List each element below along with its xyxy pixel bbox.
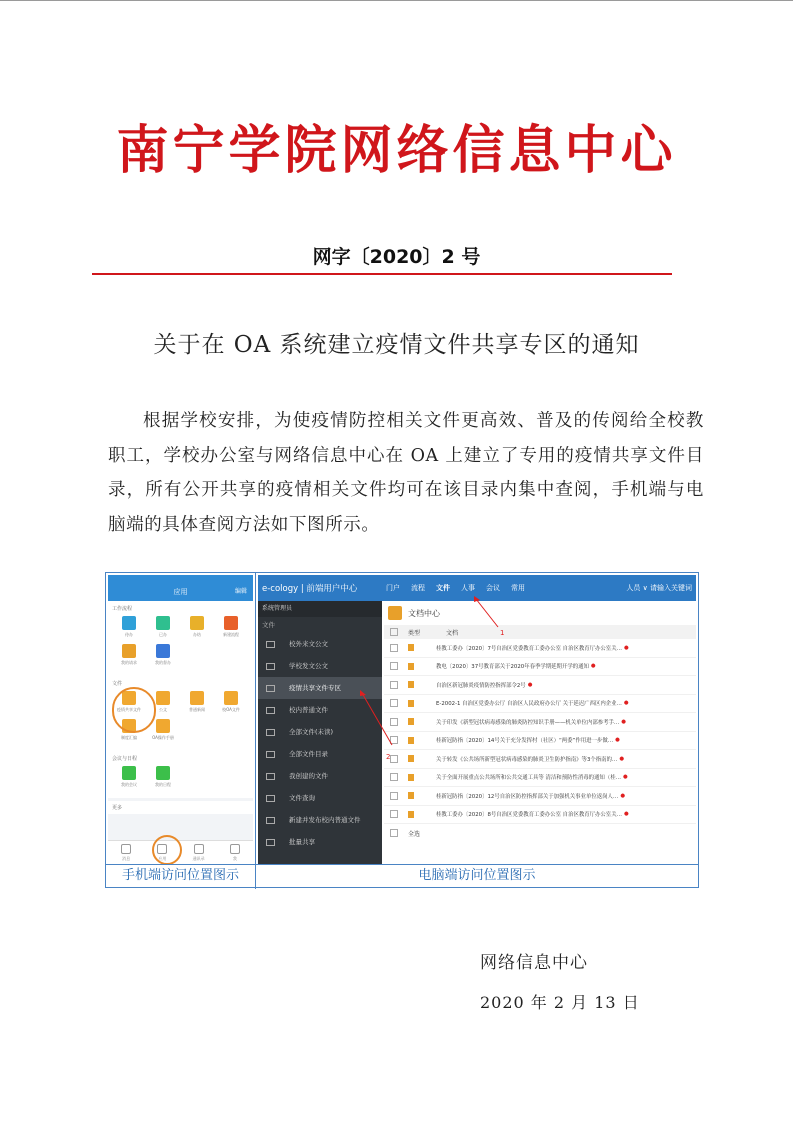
app-icon: [122, 616, 136, 630]
tab-label: 通讯录: [192, 856, 205, 861]
mobile-tab[interactable]: [108, 841, 144, 865]
mobile-header: [108, 583, 253, 601]
pc-sidebar-files: 文件: [262, 621, 275, 629]
app-icon: [190, 616, 204, 630]
mark-1: 1: [500, 629, 505, 637]
pc-nav-item[interactable]: 人事: [461, 584, 475, 592]
sidebar-item-label: 校内普通文件: [289, 706, 328, 714]
caption-divider: [106, 864, 698, 865]
app-label: 我的日程: [155, 782, 171, 787]
mobile-app[interactable]: [146, 616, 180, 644]
app-label: 制度汇编: [121, 735, 137, 740]
row-title[interactable]: 桂新冠防指〔2020〕14号关于充分发挥村（社区）“两委”作用进一步做…: [436, 738, 614, 745]
mobile-app[interactable]: [180, 691, 214, 719]
sidebar-item-label: 全部文件目录: [289, 750, 328, 758]
signature-date: 2020 年 2 月 13 日: [480, 993, 640, 1012]
row-title[interactable]: 桂新冠防指〔2020〕12号自治区防控指挥部关于加强机关事业单位返岗人…: [436, 793, 619, 800]
signature-org: 网络信息中心: [480, 953, 588, 973]
arrow-1: [476, 599, 498, 627]
mobile-app[interactable]: [146, 766, 180, 794]
app-icon: [156, 766, 170, 780]
notice-body: 根据学校安排，为使疫情防控相关文件更高效、普及的传阅给全校教职工，学校办公室与网络信息中心在 OA 上建立了专用的疫情共享文件目录，所有公开共享的疫情相关文件均可在该目录内集中查阅，手机端与电脑端的具体查阅方法如下图所示。: [108, 411, 704, 535]
tab-icon: [230, 844, 240, 854]
top-rule: [0, 0, 793, 1]
mark-2: 2: [386, 753, 391, 761]
access-figure: [105, 572, 699, 888]
app-icon: [156, 691, 170, 705]
pc-nav-item[interactable]: 门户: [386, 584, 400, 592]
app-icon: [122, 766, 136, 780]
unread-dot-icon: ●: [621, 718, 627, 725]
pc-nav-item[interactable]: 文件: [436, 584, 450, 592]
caption-pc: 电脑端访问位置图示: [418, 868, 536, 883]
sidebar-item-label: 疫情共享文件专区: [289, 684, 341, 692]
arrow-2-head: [360, 690, 366, 696]
app-label: 待办: [125, 632, 133, 637]
unread-dot-icon: ●: [623, 811, 629, 818]
tab-label: 我: [232, 856, 237, 861]
mobile-app-grid-workflow: [108, 614, 253, 676]
col-type: 类型: [408, 629, 421, 637]
tab-label: 应用: [158, 856, 167, 861]
tab-icon: [121, 844, 131, 854]
unread-dot-icon: ●: [590, 663, 596, 670]
app-icon: [224, 616, 238, 630]
mobile-more-link[interactable]: 更多: [108, 801, 253, 814]
mobile-tab[interactable]: [217, 841, 253, 865]
tab-icon: [194, 844, 204, 854]
unread-dot-icon: ●: [620, 792, 626, 799]
unread-dot-icon: ●: [527, 681, 533, 688]
caption-mobile: 手机端访问位置图示: [121, 868, 239, 883]
unread-dot-icon: ●: [623, 774, 628, 781]
figure-divider: [255, 573, 256, 889]
sidebar-item-label: 我创建的文件: [289, 772, 328, 780]
sidebar-item-label: 校外来文公文: [289, 640, 328, 648]
mobile-screenshot: [108, 575, 253, 865]
app-icon: [156, 719, 170, 733]
app-label: 疫情共享文件: [117, 707, 141, 712]
app-label: 我的请求: [121, 660, 137, 665]
app-icon: [156, 616, 170, 630]
unread-dot-icon: ●: [619, 755, 625, 762]
app-icon: [156, 644, 170, 658]
app-icon: [224, 691, 238, 705]
red-divider: [92, 273, 672, 275]
app-label: 普通新闻: [189, 707, 205, 712]
app-label: 我的督办: [155, 660, 171, 665]
sidebar-item-label: 学校发文公文: [289, 662, 328, 670]
mobile-tab[interactable]: [181, 841, 217, 865]
mobile-app[interactable]: [146, 644, 180, 672]
row-title[interactable]: E-2002-1 自治区党委办公厅 自治区人民政府办公厅 关于延迟广西区内企业…: [436, 701, 622, 708]
pc-screenshot: [258, 575, 696, 865]
pc-main-title: 文档中心: [408, 608, 440, 618]
app-icon: [190, 691, 204, 705]
pc-brand: e-cology | 前端用户中心: [262, 584, 358, 594]
highlight-circle-epidemic-files: [112, 687, 156, 733]
mobile-app[interactable]: [112, 616, 146, 644]
row-title[interactable]: 关于转发《公共场所新型冠状病毒感染的肺炎卫生防护指南》等3个指南的…: [436, 756, 618, 763]
unread-dot-icon: ●: [623, 700, 629, 707]
pc-nav-item[interactable]: 流程: [411, 584, 425, 592]
sidebar-item-label: 全部文件(未读): [289, 728, 334, 736]
row-title[interactable]: 教电〔2020〕37号教育部关于2020年春季学期延期开学的通知: [436, 664, 589, 671]
pc-nav-item[interactable]: 会议: [486, 584, 500, 592]
app-label: 办结: [193, 632, 201, 637]
col-title: 文档: [446, 629, 459, 637]
mobile-section-files: 文件: [108, 676, 253, 689]
mobile-app[interactable]: [112, 766, 146, 794]
mobile-header-title: 应用: [173, 588, 188, 596]
app-label: 校OA文件: [222, 707, 240, 712]
org-title: 南宁学院网络信息中心: [116, 121, 677, 181]
unread-dot-icon: ●: [623, 644, 629, 651]
app-label: 新建流程: [223, 632, 239, 637]
mobile-section-workflow: 工作流程: [108, 601, 253, 614]
mobile-app-grid-meetings: [108, 764, 253, 798]
pc-sidebar-admin: 系统管理员: [258, 601, 382, 617]
app-icon: [122, 644, 136, 658]
mobile-app[interactable]: [214, 691, 248, 719]
arrow-1-head: [474, 596, 480, 602]
app-label: OA操作手册: [152, 735, 174, 740]
row-title[interactable]: 关于全面开展重点公共场所和公共交通工具等 清洁和预防性消毒的通知（桂…: [436, 775, 621, 782]
pc-nav-item[interactable]: 常用: [511, 584, 525, 592]
mobile-status-bar: [108, 575, 253, 583]
sidebar-item-label: 批量共享: [289, 838, 315, 846]
row-title[interactable]: 自治区新冠肺炎疫情防控指挥部令2号: [436, 682, 526, 689]
mobile-app[interactable]: [180, 616, 214, 644]
mobile-edit-button[interactable]: 编辑: [234, 588, 247, 595]
row-title[interactable]: 关于印发《新型冠状病毒感染的肺炎防控知识手册——机关单位内部参考手…: [436, 719, 620, 726]
arrow-2: [362, 693, 392, 745]
app-label: 公文: [159, 707, 167, 712]
pc-user-search[interactable]: 人员 ∨ 请输入关键词: [626, 584, 692, 592]
unread-dot-icon: ●: [615, 737, 620, 744]
highlight-circle-apps-tab: [152, 835, 182, 865]
sidebar-item-label: 文件查询: [289, 794, 315, 802]
document-number: 网字〔2020〕2 号: [312, 246, 481, 268]
tab-label: 消息: [122, 856, 131, 861]
mobile-section-meetings: 会议与日程: [108, 751, 253, 764]
annotation-arrows: [258, 575, 696, 865]
sidebar-item-label: 新建并发布校内普通文件: [289, 816, 361, 824]
notice-title: 关于在 OA 系统建立疫情文件共享专区的通知: [153, 332, 640, 358]
row-title[interactable]: 桂教工委办〔2020〕7号自治区党委教育工委办公室 自治区教育厅办公室关…: [436, 645, 622, 652]
select-all-label: 全选: [408, 830, 421, 838]
app-label: 我的会议: [121, 782, 137, 787]
mobile-app[interactable]: [112, 644, 146, 672]
row-title[interactable]: 桂教工委办〔2020〕8号自治区党委教育工委办公室 自治区教育厅办公室关…: [436, 812, 622, 819]
app-label: 已办: [159, 632, 167, 637]
mobile-app[interactable]: [214, 616, 248, 644]
